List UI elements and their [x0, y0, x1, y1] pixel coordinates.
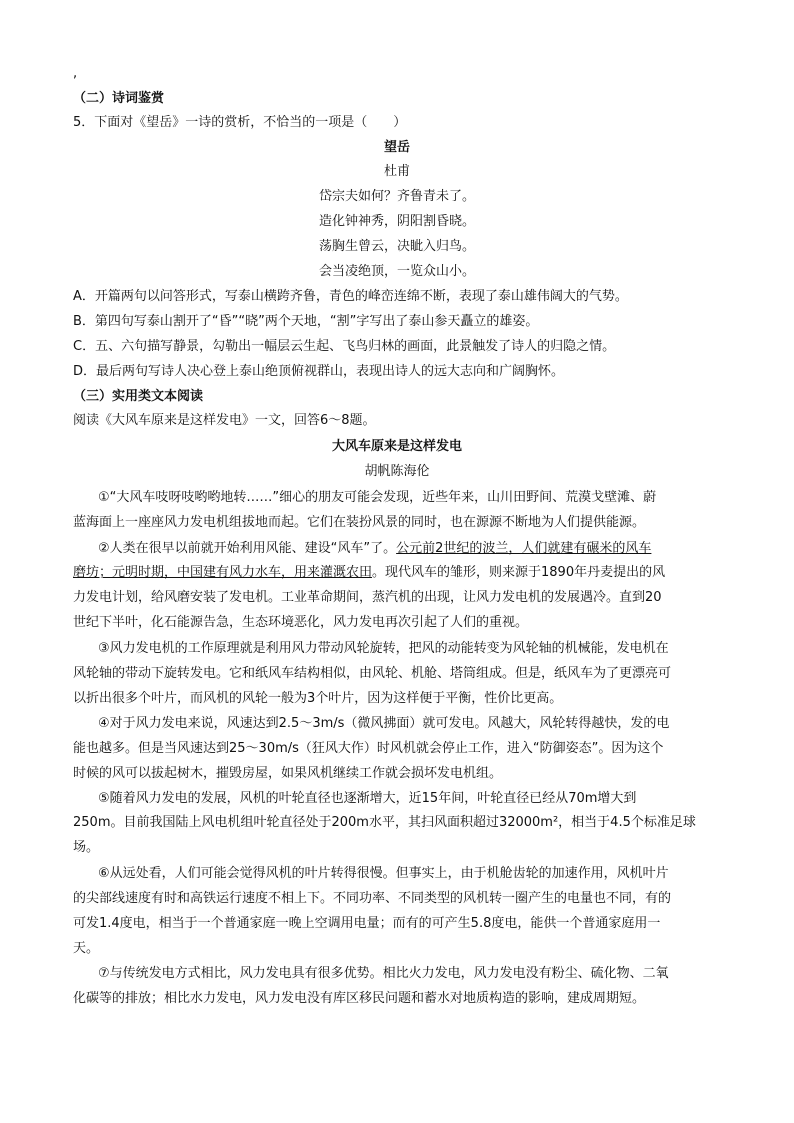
poem-line: 造化钟神秀，阴阳割昏晓。: [318, 214, 475, 229]
reading-instruction: 阅读《大风车原来是这样发电》一文，回答6～8题。: [73, 413, 376, 428]
paragraph-7-line: ⑦与传统发电方式相比，风力发电具有很多优势。相比火力发电，风力发电没有粉尘、硫化物、二氧: [98, 966, 669, 981]
paragraph-2-line: [73, 563, 665, 583]
paragraph-2-line: 世纪下半叶，化石能源告急，生态环境恶化，风力发电再次引起了人们的重视。: [73, 615, 529, 630]
poem-title: 望岳: [383, 140, 410, 155]
paragraph-2-text: ②人类在很早以前就开始利用风能、建设“风车”了。: [98, 541, 397, 556]
paragraph-6-line: 可发1.4度电，相当于一个普通家庭一晚上空调用电量；而有的可产生5.8度电，能供一个普通家庭用一: [73, 916, 661, 931]
paragraph-2-line: [98, 539, 651, 559]
paragraph-4-line: ④对于风力发电来说，风速达到2.5～3m/s（微风拂面）就可发电。风越大，风轮转得越快，发的电: [98, 716, 670, 731]
section-heading-practical: （三）实用类文本阅读: [73, 389, 204, 404]
section-heading-poetry: （二）诗词鉴赏: [73, 91, 165, 106]
underlined-text: 磨坊；元明时期，中国建有风力水车，用来灌溉农田: [73, 565, 373, 580]
paragraph-6-line: 的尖部线速度有时和高铁运行速度不相上下。不同功率、不同类型的风机转一圈产生的电量也不同，有的: [73, 891, 672, 906]
paragraph-6-line: ⑥从远处看，人们可能会觉得风机的叶片转得很慢。但事实上，由于机舱齿轮的加速作用，风机叶片: [98, 866, 669, 881]
poem-line: 会当凌绝顶，一览众山小。: [318, 264, 475, 279]
paragraph-5-line: 场。: [73, 840, 100, 855]
stray-mark: ,: [73, 66, 78, 81]
paragraph-4-line: 时候的风可以拔起树木，摧毁房屋，如果风机继续工作就会损坏发电机组。: [73, 766, 503, 781]
paragraph-3-line: 以折出很多个叶片，而风机的风轮一般为3个叶片，因为这样便于平衡，性价比更高。: [73, 691, 563, 706]
underlined-text: 公元前2世纪的波兰，人们就建有碾米的风车: [396, 541, 652, 556]
poem-line: 岱宗夫如何？齐鲁青未了。: [318, 189, 475, 204]
paragraph-5-line: ⑤随着风力发电的发展，风机的叶轮直径也逐渐增大，近15年间，叶轮直径已经从70m增大到: [98, 791, 637, 806]
option-b: B．第四句写泰山割开了“昏”“晓”两个天地，“割”字写出了泰山参天矗立的雄姿。: [73, 314, 539, 329]
paragraph-1-line: 蓝海面上一座座风力发电机组拔地而起。它们在装扮风景的同时，也在源源不断地为人们提供能源。: [73, 515, 646, 530]
poem-line: 荡胸生曾云，决眦入归鸟。: [318, 239, 475, 254]
paragraph-6-line: 天。: [73, 941, 100, 956]
paragraph-5-line: 250m。目前我国陆上风电机组叶轮直径处于200m水平，其扫风面积超过32000m²，相当于4.5个标准足球: [73, 815, 696, 830]
paragraph-3-line: ③风力发电机的工作原理就是利用风力带动风轮旋转，把风的动能转变为风轮轴的机械能，发电机在: [98, 641, 669, 656]
article-author: 胡帆陈海伦: [364, 464, 430, 479]
option-a: A．开篇两句以问答形式，写泰山横跨齐鲁，青色的峰峦连绵不断，表现了泰山雄伟阔大的气势。: [73, 289, 628, 304]
paragraph-7-line: 化碳等的排放；相比水力发电，风力发电没有库区移民问题和蓄水对地质构造的影响，建成周期短。: [73, 991, 646, 1006]
paragraph-3-line: 风轮轴的带动下旋转发电。它和纸风车结构相似，由风轮、机舱、塔筒组成。但是，纸风车为了更漂亮可: [73, 666, 672, 681]
paragraph-2-text: 。现代风车的雏形，则来源于1890年丹麦提出的风: [372, 565, 666, 580]
option-d: D．最后两句写诗人决心登上泰山绝顶俯视群山，表现出诗人的远大志向和广阔胸怀。: [73, 364, 565, 379]
option-c: C．五、六句描写静景，勾勒出一幅层云生起、飞鸟归林的画面，此景触发了诗人的归隐之情。: [73, 339, 616, 354]
article-title: 大风车原来是这样发电: [331, 439, 462, 454]
poem-author: 杜甫: [383, 164, 410, 179]
paragraph-4-line: 能也越多。但是当风速达到25～30m/s（狂风大作）时风机就会停止工作，进入“防御姿态”。因为这个: [73, 741, 664, 756]
paragraph-2-line: 力发电计划，给风磨安装了发电机。工业革命期间，蒸汽机的出现，让风力发电机的发展遇冷。直到20: [73, 590, 662, 605]
paragraph-1-line: ①“大风车吱呀吱哟哟地转……”细心的朋友可能会发现，近些年来，山川田野间、荒漠戈壁滩、蔚: [98, 490, 657, 505]
question-5: 5．下面对《望岳》一诗的赏析，不恰当的一项是（ ）: [73, 115, 407, 130]
